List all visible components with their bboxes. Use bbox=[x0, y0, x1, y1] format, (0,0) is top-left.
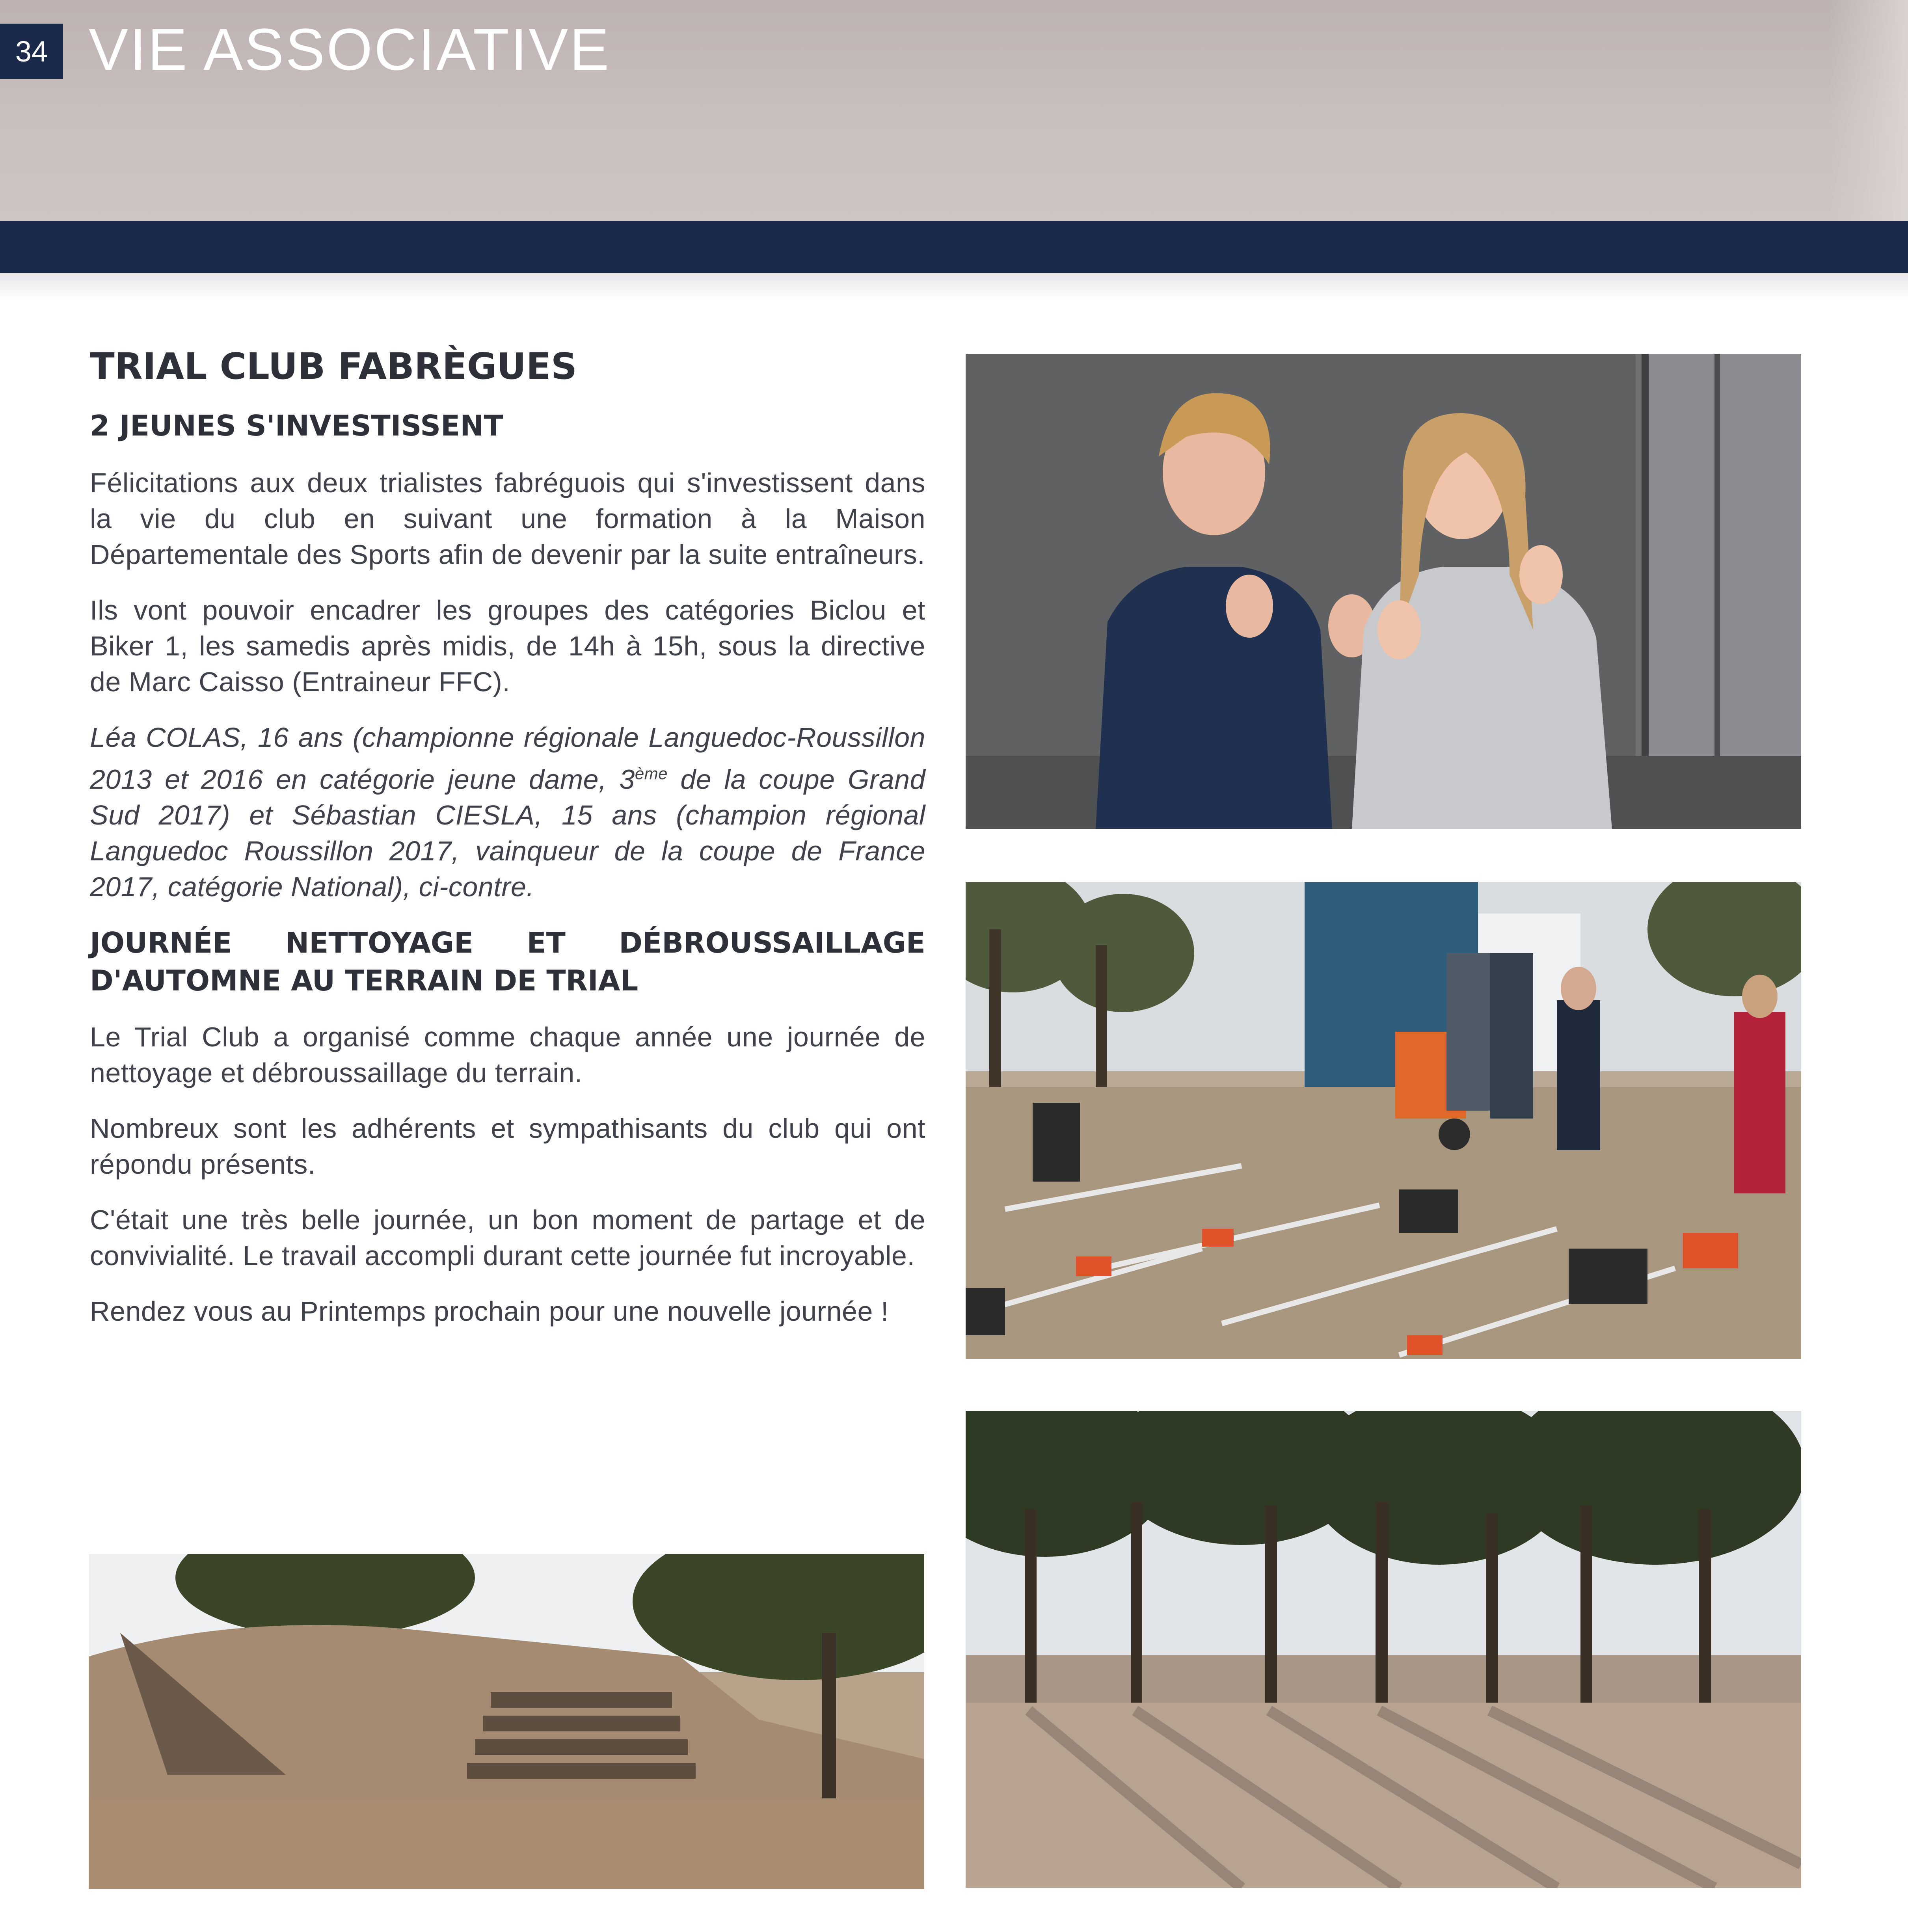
article-subtitle-1: 2 JEUNES S'INVESTISSENT bbox=[90, 409, 503, 442]
article-title: TRIAL CLUB FABRÈGUES bbox=[90, 345, 577, 387]
paragraph-2: Ils vont pouvoir encadrer les groupes des catégories Biclou et Biker 1, les samedis après midis, de 14h à 15h, sous la directive de Marc Caisso (Entraineur FFC). bbox=[90, 595, 925, 697]
caption-part-1: Léa COLAS, 16 ans (championne régionale Languedoc-Roussillon 2013 et 2016 en catégorie jeune dame, 3 bbox=[90, 722, 925, 795]
photo-caption bbox=[90, 720, 925, 905]
paragraph-6: Rendez vous au Printemps prochain pour une nouvelle journée ! bbox=[90, 1296, 889, 1327]
article-subtitle-2: JOURNÉE NETTOYAGE ET DÉBROUSSAILLAGE D'AUTOMNE AU TERRAIN DE TRIAL bbox=[90, 926, 925, 998]
photo-two-teens bbox=[966, 354, 1801, 829]
paragraph-4: Nombreux sont les adhérents et sympathisants du club qui ont répondu présents. bbox=[90, 1113, 925, 1180]
article-text-column bbox=[90, 343, 925, 1329]
section-title: VIE ASSOCIATIVE bbox=[89, 16, 611, 82]
page-number: 34 bbox=[0, 24, 63, 79]
photo-wooden-ramps bbox=[89, 1554, 924, 1889]
paragraph-5: C'était une très belle journée, un bon moment de partage et de convivialité. Le travail accompli durant cette journée fut incroyable. bbox=[90, 1204, 925, 1271]
photo-trees-field bbox=[966, 1411, 1801, 1888]
paragraph-1: Félicitations aux deux trialistes fabréguois qui s'investissent dans la vie du club en suivant une formation à la Maison Départementale des Sports afin de devenir par la suite entraîneurs. bbox=[90, 467, 925, 570]
photo-brushcutters bbox=[966, 882, 1801, 1359]
header-navy-bar bbox=[0, 221, 1908, 273]
caption-part-2: de la coupe Grand Sud 2017) et Sébastian CIESLA, 15 ans (champion régional Languedoc Roussillon 2017, vainqueur de la coupe de France 2017, catégorie National), ci-contre. bbox=[90, 764, 925, 903]
paragraph-3: Le Trial Club a organisé comme chaque année une journée de nettoyage et débroussaillage du terrain. bbox=[90, 1022, 925, 1089]
caption-superscript: ème bbox=[635, 764, 668, 783]
page-shadow bbox=[0, 273, 1908, 300]
